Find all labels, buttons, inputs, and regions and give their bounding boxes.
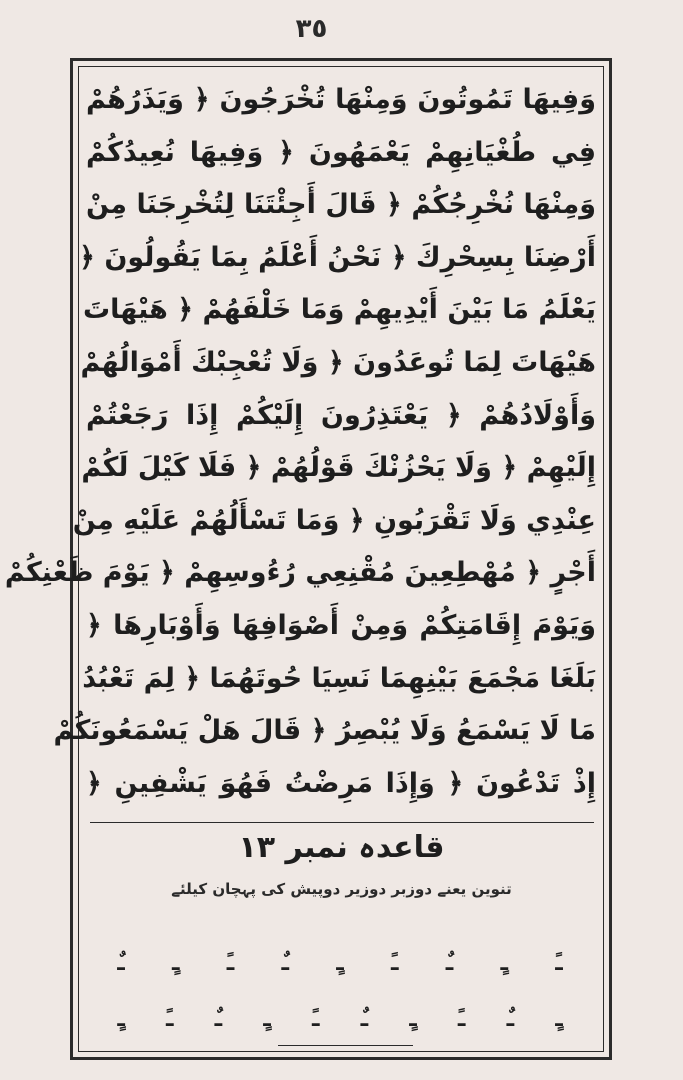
section-divider [90, 822, 594, 823]
drill-mark: ـٍ [409, 1006, 417, 1032]
verse-line: عِنْدِي وَلَا تَقْرَبُونِ ﴿ وَمَا تَسْأَلُهُمْ عَلَيْهِ مِنْ [72, 504, 596, 536]
verse-line: هَيْهَاتَ لِمَا تُوعَدُونَ ﴿ وَلَا تُعْجِبْكَ أَمْوَالُهُمْ [80, 346, 596, 378]
drill-mark: ـٌ [281, 950, 290, 976]
verse-line: إِذْ تَدْعُونَ ﴿ وَإِذَا مَرِضْتُ فَهُوَ يَشْفِينِ ﴿ [86, 767, 596, 799]
page-number: ٣٥ [295, 14, 328, 44]
verse-line: أَرْضِنَا بِسِحْرِكَ ﴿ نَحْنُ أَعْلَمُ بِمَا يَقُولُونَ ﴿ [79, 241, 596, 273]
rule-heading: قاعدہ نمبر ۱۳ [238, 830, 445, 865]
drill-mark: ـٍ [117, 1006, 125, 1032]
verse-line: وَمِنْهَا نُخْرِجُكُمْ ﴿ قَالَ أَجِئْتَنَا لِتُخْرِجَنَا مِنْ [86, 189, 596, 221]
drill-mark: ـٍ [171, 950, 180, 976]
verse-line: وَفِيهَا تَمُوتُونَ وَمِنْهَا تُخْرَجُونَ ﴿ وَيَذَرُهُمْ [86, 84, 596, 115]
drill-mark: ـٌ [360, 1006, 369, 1032]
drill-mark: ـٍ [336, 950, 344, 976]
drill-mark: ـٌ [506, 1006, 515, 1032]
drill-mark: ـً [390, 950, 399, 976]
drill-mark: ـٍ [555, 1006, 563, 1032]
drill-mark: ـٍ [500, 950, 509, 976]
drill-mark: ـً [457, 1006, 466, 1032]
drill-mark: ـً [311, 1006, 320, 1032]
verse-line: وَيَوْمَ إِقَامَتِكُمْ وَمِنْ أَصْوَافِهَا وَأَوْبَارِهَا ﴿ [86, 609, 596, 641]
bottom-divider [278, 1045, 413, 1046]
verse-line: مَا لَا يَسْمَعُ وَلَا يُبْصِرُ ﴿ قَالَ هَلْ يَسْمَعُونَكُمْ [53, 715, 596, 747]
verse-line: أَجْرٍ ﴿ مُهْطِعِينَ مُقْنِعِي رُءُوسِهِمْ ﴿ يَوْمَ ظَعْنِكُمْ [4, 557, 596, 589]
drill-row [100, 935, 580, 991]
drill-mark: ـٍ [263, 1006, 271, 1032]
verse-block [4, 74, 596, 810]
drill-mark: ـٌ [117, 950, 125, 976]
verse-line: وَأَوْلَادُهُمْ ﴿ يَعْتَذِرُونَ إِلَيْكُمْ إِذَا رَجَعْتُمْ [86, 399, 596, 431]
verse-line: يَعْلَمُ مَا بَيْنَ أَيْدِيهِمْ وَمَا خَلْفَهُمْ ﴿ هَيْهَاتَ [82, 294, 596, 326]
drill-mark: ـً [165, 1006, 174, 1032]
tanween-drill-block [100, 935, 580, 1047]
drill-row [100, 991, 580, 1047]
verse-line: إِلَيْهِمْ ﴿ وَلَا يَحْزُنْكَ قَوْلُهُمْ ﴿ فَلَا كَيْلَ لَكُمْ [81, 452, 596, 484]
drill-mark: ـً [226, 950, 235, 976]
drill-mark: ـٌ [214, 1006, 223, 1032]
verse-line: بَلَغَا مَجْمَعَ بَيْنِهِمَا نَسِيَا حُوتَهُمَا ﴿ لِمَ تَعْبُدُ [82, 662, 596, 694]
drill-mark: ـً [555, 950, 563, 976]
drill-mark: ـٌ [445, 950, 454, 976]
rule-subheading: تنوین یعنے دوزبر دوزیر دوپیش کی پہچان کیلئے [171, 880, 512, 898]
verse-line: فِي طُغْيَانِهِمْ يَعْمَهُونَ ﴿ وَفِيهَا نُعِيدُكُمْ [86, 136, 596, 168]
